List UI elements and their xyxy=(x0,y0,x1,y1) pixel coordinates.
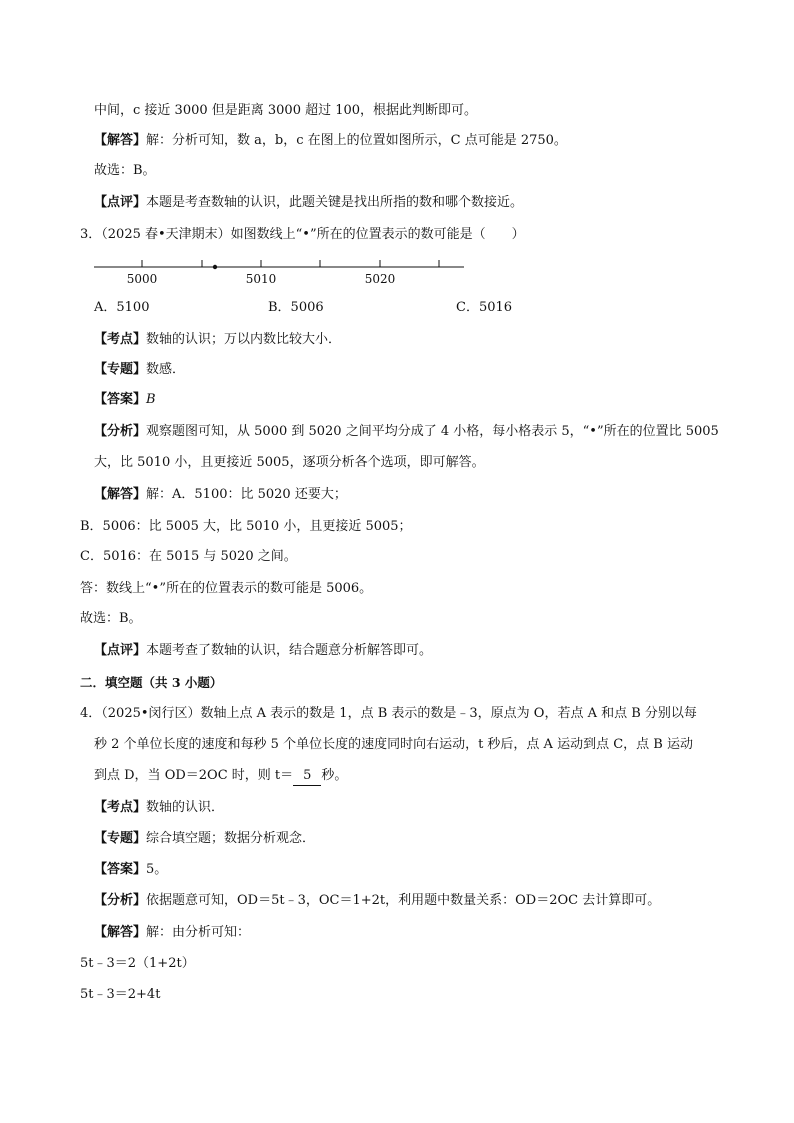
point-marker xyxy=(213,265,217,269)
text-line: 中间，c 接近 3000 但是距离 3000 超过 100，根据此判断即可。 xyxy=(94,103,478,118)
section-heading: 二．填空题（共 3 小题） xyxy=(80,675,223,690)
analysis-line-3 xyxy=(94,892,660,910)
comment-text-2: 本题考查了数轴的认识，结合题意分析解答即可。 xyxy=(146,643,433,658)
tag-solution: 【解答】 xyxy=(94,487,147,502)
question-3: 3．（2025 春•天津期末）如图数线上“•”所在的位置表示的数可能是（ ） xyxy=(80,227,525,242)
question-4-line-2: 秒 2 个单位长度的速度和每秒 5 个单位长度的速度同时向右运动，t 秒后，点 A 运动到点 C，点 B 运动 xyxy=(94,737,693,752)
answer-line-2 xyxy=(94,861,167,879)
topic-text-2: 综合填空题；数据分析观念． xyxy=(146,831,316,846)
question-4-text: 到点 D，当 OD＝2OC 时，则 t＝ xyxy=(94,768,294,783)
solution-line-6 xyxy=(94,924,250,942)
knowledge-point xyxy=(94,331,341,349)
knowledge-text-2: 数轴的认识． xyxy=(146,800,225,815)
tag-answer: 【答案】 xyxy=(94,862,147,877)
question-4-line-3 xyxy=(94,767,347,786)
number-line-figure xyxy=(92,254,468,290)
option-a: A．5100 xyxy=(94,300,150,315)
tag-topic: 【专题】 xyxy=(94,831,147,846)
tag-solution: 【解答】 xyxy=(94,133,147,148)
solution-line-3: C．5016：在 5015 与 5020 之间。 xyxy=(80,549,297,564)
solution-line-4: 答：数线上“•”所在的位置表示的数可能是 5006。 xyxy=(80,581,373,596)
solution-text-6: 解：由分析可知： xyxy=(146,925,251,940)
analysis-line-1 xyxy=(94,423,719,441)
option-c: C．5016 xyxy=(456,300,513,315)
solution-text-1: 解：A．5100：比 5020 还要大； xyxy=(146,487,347,502)
tag-solution: 【解答】 xyxy=(94,925,147,940)
answer-line xyxy=(94,391,156,409)
solution-line-1 xyxy=(94,486,347,504)
analysis-line-2: 大，比 5010 小，且更接近 5005，逐项分析各个选项，即可解答。 xyxy=(94,455,485,470)
tick-label-5020: 5020 xyxy=(364,272,396,286)
tag-topic: 【专题】 xyxy=(94,362,147,377)
knowledge-point-2 xyxy=(94,799,224,817)
answer-blank: 5 xyxy=(293,767,321,786)
topic-text: 数感． xyxy=(146,362,186,377)
solution-line-5: 故选：B。 xyxy=(80,611,142,626)
question-4-line-1: 4．（2025•闵行区）数轴上点 A 表示的数是 1，点 B 表示的数是﹣3，原点为 O，若点 A 和点 B 分别以每 xyxy=(80,706,697,721)
comment-text: 本题是考查数轴的认识，此题关键是找出所指的数和哪个数接近。 xyxy=(146,195,524,210)
comment-line-2 xyxy=(94,642,432,660)
tag-comment: 【点评】 xyxy=(94,643,147,658)
answer-text: B xyxy=(146,392,156,407)
option-b: B．5006 xyxy=(268,300,324,315)
tick-label-5010: 5010 xyxy=(245,272,277,286)
tag-analysis: 【分析】 xyxy=(94,424,147,439)
tick-label-5000: 5000 xyxy=(126,272,158,286)
tag-analysis: 【分析】 xyxy=(94,893,147,908)
tag-knowledge: 【考点】 xyxy=(94,332,147,347)
analysis-text-1: 观察题图可知，从 5000 到 5020 之间平均分成了 4 小格，每小格表示 5，“•”所在的位置比 5005 xyxy=(146,424,719,439)
solution-text: 解：分析可知，数 a，b，c 在图上的位置如图所示，C 点可能是 2750。 xyxy=(146,133,567,148)
solution-line-2: B．5006：比 5005 大，比 5010 小，且更接近 5005； xyxy=(80,519,412,534)
tag-comment: 【点评】 xyxy=(94,195,147,210)
equation-1: 5t﹣3＝2（1+2t） xyxy=(80,956,195,971)
choice-line: 故选：B。 xyxy=(94,163,156,178)
question-4-unit: 秒。 xyxy=(321,768,348,783)
analysis-text-3: 依据题意可知，OD＝5t﹣3，OC＝1+2t，利用题中数量关系：OD＝2OC 去计算即可。 xyxy=(146,893,661,908)
solution-line xyxy=(94,132,567,150)
tag-knowledge: 【考点】 xyxy=(94,800,147,815)
tag-answer: 【答案】 xyxy=(94,392,147,407)
topic-line xyxy=(94,361,185,379)
comment-line xyxy=(94,194,523,212)
knowledge-text: 数轴的认识；万以内数比较大小． xyxy=(146,332,342,347)
equation-2: 5t﹣3＝2+4t xyxy=(80,987,161,1002)
topic-line-2 xyxy=(94,830,315,848)
answer-text-2: 5。 xyxy=(146,862,168,877)
